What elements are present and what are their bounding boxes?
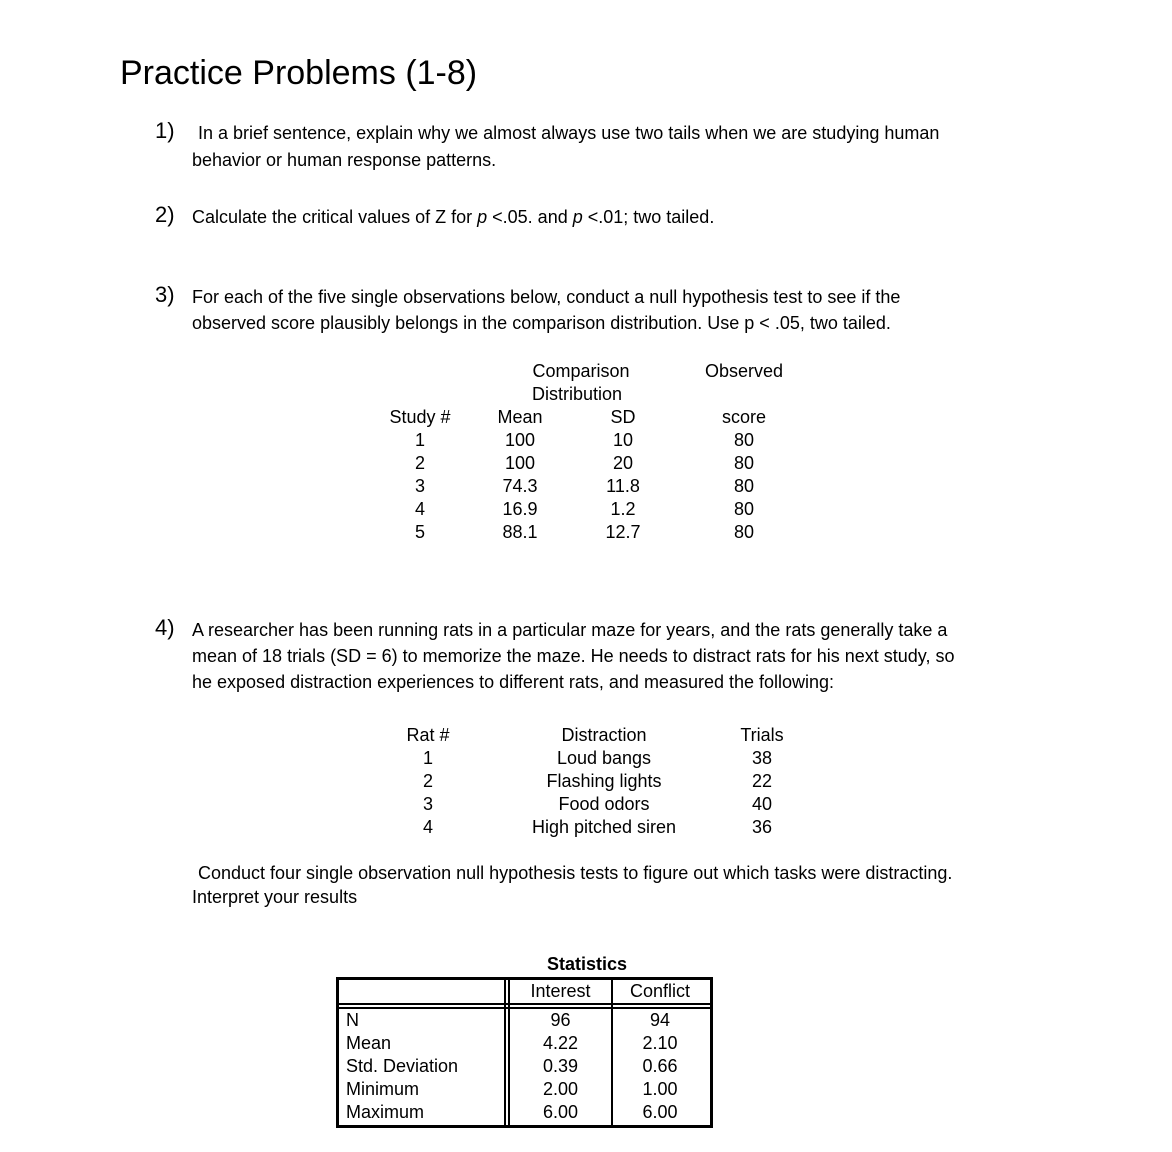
q3-col-score xyxy=(704,406,784,544)
q4-rat-cell: 1 xyxy=(422,748,433,768)
stats-conflict-cell: 6.00 xyxy=(642,1102,678,1122)
q4-after-line2: Interpret your results xyxy=(192,887,358,907)
q2-text-mid: <.05. and xyxy=(487,207,573,227)
q4-distraction-cell: Loud bangs xyxy=(556,748,652,768)
q4-col-trials xyxy=(722,724,802,839)
q4-line1: A researcher has been running rats in a particular maze for years, and the rats generally take a xyxy=(192,620,948,640)
q3-col-study-header: Study # xyxy=(389,407,451,427)
q1-number: 1) xyxy=(155,118,175,143)
stats-label-cell: Maximum xyxy=(346,1102,425,1122)
q4-number: 4) xyxy=(155,615,175,640)
q4-col-rat-header: Rat # xyxy=(406,725,450,745)
q3-sd-cell: 1.2 xyxy=(610,499,636,519)
stats-label-cell: Std. Deviation xyxy=(346,1056,459,1076)
q1-line2: behavior or human response patterns. xyxy=(192,150,497,170)
q3-col-sd xyxy=(583,406,663,544)
q3-mean-cell: 16.9 xyxy=(502,499,538,519)
stats-label-cell: Mean xyxy=(346,1033,392,1053)
q3-score-cell: 80 xyxy=(733,453,755,473)
stats-label-cell: N xyxy=(346,1010,359,1030)
q3-header-observed: Observed xyxy=(704,361,784,381)
q3-col-study xyxy=(380,406,460,544)
q4-distraction-cell: Flashing lights xyxy=(546,771,662,791)
stats-col-labels xyxy=(346,1009,504,1124)
q4-distraction-cell: High pitched siren xyxy=(531,817,677,837)
q2-text xyxy=(192,204,714,230)
q4-trials-cell: 36 xyxy=(751,817,773,837)
q3-line1: For each of the five single observations below, conduct a null hypothesis test to see if the xyxy=(192,287,901,307)
stats-vrule-1 xyxy=(504,977,506,1125)
stats-header-rule-1 xyxy=(336,1003,713,1005)
q4-rat-cell: 2 xyxy=(422,771,433,791)
q2-text-pre: Calculate the critical values of Z for xyxy=(192,207,478,227)
page-title: Practice Problems (1-8) xyxy=(120,54,478,92)
stats-interest-cell: 0.39 xyxy=(542,1056,579,1076)
q4-col-distraction xyxy=(504,724,704,839)
q3-mean-cell: 74.3 xyxy=(502,476,538,496)
stats-col-interest: Interest xyxy=(530,981,591,1001)
q4-col-distraction-header: Distraction xyxy=(561,725,647,745)
q4-line3: he exposed distraction experiences to different rats, and measured the following: xyxy=(192,672,835,692)
stats-interest-cell: 2.00 xyxy=(542,1079,579,1099)
q4-after-line1: Conduct four single observation null hypothesis tests to figure out which tasks were distracting. xyxy=(198,863,953,883)
q4-line2: mean of 18 trials (SD = 6) to memorize the maze. He needs to distract rats for his next study, so xyxy=(192,646,955,666)
stats-conflict-cell: 94 xyxy=(649,1010,671,1030)
stats-col-conflict-values xyxy=(613,1009,707,1124)
q3-score-cell: 80 xyxy=(733,522,755,542)
q3-sd-cell: 10 xyxy=(612,430,634,450)
q3-study-cell: 1 xyxy=(414,430,425,450)
q3-study-cell: 3 xyxy=(414,476,425,496)
q3-header-comparison: Comparison xyxy=(532,361,630,381)
q4-col-rat xyxy=(388,724,468,839)
q2-number: 2) xyxy=(155,202,175,227)
q3-score-cell: 80 xyxy=(733,476,755,496)
q3-score-cell: 80 xyxy=(733,499,755,519)
q2-p-symbol-1: p xyxy=(477,207,488,227)
q4-trials-cell: 22 xyxy=(751,771,773,791)
q3-col-mean xyxy=(480,406,560,544)
q3-mean-cell: 88.1 xyxy=(502,522,538,542)
q3-header-distribution: Distribution xyxy=(531,384,623,404)
stats-conflict-cell: 0.66 xyxy=(642,1056,678,1076)
q3-score-cell: 80 xyxy=(733,430,755,450)
q3-line2: observed score plausibly belongs in the comparison distribution. Use p < .05, two tailed. xyxy=(192,313,891,333)
stats-conflict-cell: 2.10 xyxy=(642,1033,678,1053)
q4-rat-cell: 3 xyxy=(422,794,433,814)
stats-col-interest-values xyxy=(510,1009,611,1124)
q3-col-sd-header: SD xyxy=(610,407,636,427)
q3-study-cell: 5 xyxy=(414,522,425,542)
q4-trials-cell: 38 xyxy=(751,748,773,768)
q4-trials-cell: 40 xyxy=(751,794,773,814)
q3-col-mean-header: Mean xyxy=(497,407,543,427)
q3-study-cell: 2 xyxy=(414,453,425,473)
q3-sd-cell: 20 xyxy=(612,453,634,473)
q4-distraction-cell: Food odors xyxy=(558,794,650,814)
stats-interest-cell: 96 xyxy=(550,1010,571,1030)
stats-interest-cell: 4.22 xyxy=(542,1033,579,1053)
q2-p-symbol-2: p xyxy=(572,207,583,227)
q4-col-trials-header: Trials xyxy=(740,725,784,745)
stats-conflict-cell: 1.00 xyxy=(642,1079,678,1099)
stats-title: Statistics xyxy=(546,954,628,974)
q4-rat-cell: 4 xyxy=(422,817,433,837)
q3-sd-cell: 12.7 xyxy=(605,522,641,542)
stats-label-cell: Minimum xyxy=(346,1079,420,1099)
q3-mean-cell: 100 xyxy=(504,430,536,450)
q3-sd-cell: 11.8 xyxy=(606,476,640,496)
q3-study-cell: 4 xyxy=(414,499,425,519)
stats-col-conflict: Conflict xyxy=(629,981,691,1001)
q2-text-post: <.01; two tailed. xyxy=(582,207,715,227)
q3-mean-cell: 100 xyxy=(504,453,536,473)
q3-col-score-header: score xyxy=(721,407,766,427)
q3-number: 3) xyxy=(155,282,175,307)
stats-interest-cell: 6.00 xyxy=(542,1102,579,1122)
q1-line1: In a brief sentence, explain why we almost always use two tails when we are studying human xyxy=(198,123,940,143)
